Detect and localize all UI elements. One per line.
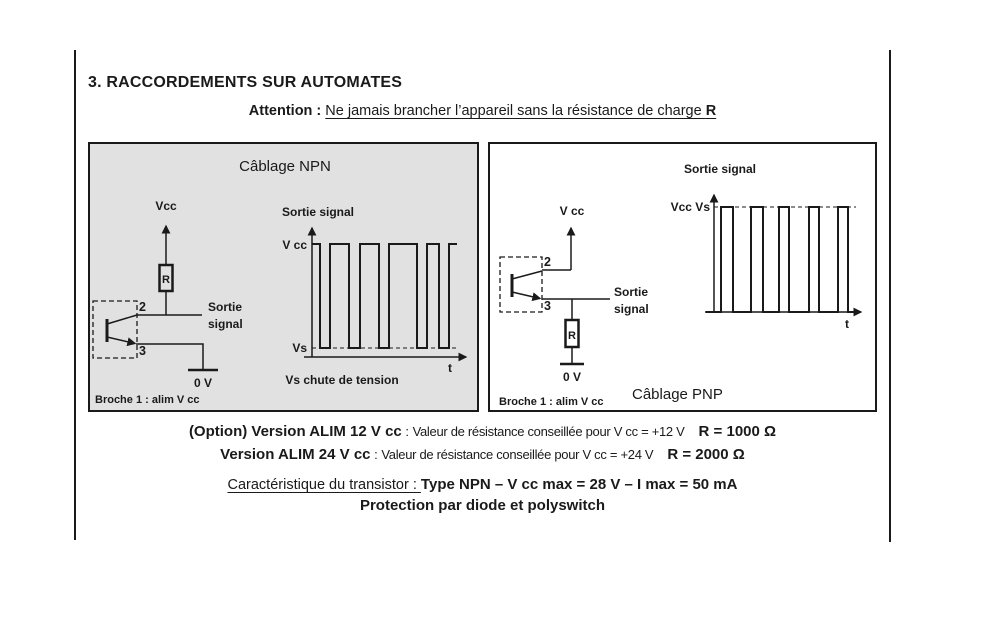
option-12v-bold: (Option) Version ALIM 12 V cc — [188, 423, 402, 440]
pnp-resistor-label: R — [568, 330, 576, 342]
pnp-wave-title: Sortie signal — [683, 162, 757, 176]
npn-wave-vs-label: Vs — [292, 341, 307, 355]
npn-output-label-1: Sortie — [208, 300, 243, 314]
attention-line — [75, 103, 890, 119]
npn-ground-label: 0 V — [193, 376, 213, 390]
npn-wave-vcc-label: V cc — [282, 238, 307, 252]
option-12v-text: Valeur de résistance conseillée pour V cc = +12 V — [412, 424, 685, 439]
npn-diagram — [90, 144, 477, 410]
npn-resistor-label: R — [162, 274, 170, 286]
transistor-characteristic-value: Type NPN – V cc max = 28 V – I max = 50 mA — [420, 476, 738, 493]
attention-label: Attention : — [248, 103, 326, 119]
option-12v-value: R = 1000 Ω — [698, 423, 777, 440]
page-rule-left — [74, 50, 76, 540]
pnp-lower-arrow — [512, 292, 540, 299]
option-12v-line — [75, 423, 890, 441]
page-rule-right — [889, 50, 891, 542]
pnp-upper-line — [512, 271, 542, 279]
pnp-square-wave — [706, 207, 855, 312]
npn-wave-t-label: t — [448, 361, 452, 375]
npn-emitter-arrow — [107, 337, 135, 344]
npn-square-wave — [312, 244, 457, 348]
option-24v-sep: : — [370, 447, 382, 462]
protection-line — [75, 497, 890, 515]
pnp-vcc-label: V cc — [559, 204, 585, 218]
pnp-output-label-2: signal — [614, 302, 649, 316]
pnp-diagram — [490, 144, 875, 410]
pnp-wiring-panel — [488, 142, 877, 412]
option-24v-text: Valeur de résistance conseillée pour V cc = +24 V — [381, 447, 654, 462]
pnp-pin2-label: 2 — [544, 255, 551, 269]
pnp-transistor-dashed-box — [500, 257, 542, 312]
attention-text: Ne jamais brancher l’appareil sans la résistance de charge — [325, 103, 706, 119]
protection-text: Protection par diode et polyswitch — [359, 497, 606, 514]
pnp-pin3-label: 3 — [544, 299, 551, 313]
pnp-wave-t-label: t — [845, 317, 849, 331]
npn-wiring-panel — [88, 142, 479, 412]
pnp-wave-vccvs-label: Vcc Vs — [670, 200, 710, 214]
option-24v-line — [75, 446, 890, 464]
npn-output-label-2: signal — [208, 317, 243, 331]
transistor-characteristic-line — [75, 476, 890, 494]
option-24v-bold: Version ALIM 24 V cc — [220, 446, 371, 463]
pnp-ground-label: 0 V — [562, 370, 582, 384]
option-24v-value: R = 2000 Ω — [667, 446, 745, 463]
option-12v-sep: : — [401, 424, 413, 439]
transistor-characteristic-label: Caractéristique du transistor : — [227, 477, 421, 493]
npn-wave-caption: Vs chute de tension — [285, 373, 399, 387]
attention-r: R — [705, 103, 717, 119]
npn-panel-title: Câblage NPN — [239, 158, 331, 175]
npn-collector-line — [107, 315, 137, 324]
pnp-output-label-1: Sortie — [614, 285, 649, 299]
npn-footer: Broche 1 : alim V cc — [95, 394, 200, 406]
pnp-footer: Broche 1 : alim V cc — [499, 396, 604, 408]
npn-wave-title: Sortie signal — [281, 205, 355, 219]
npn-pin3-label: 3 — [139, 344, 146, 358]
npn-pin2-label: 2 — [139, 300, 146, 314]
section-title: 3. RACCORDEMENTS SUR AUTOMATES — [88, 74, 403, 91]
npn-ground-wire — [136, 344, 203, 370]
pnp-panel-title: Câblage PNP — [632, 386, 723, 403]
npn-transistor-dashed-box — [93, 301, 137, 358]
npn-vcc-label: Vcc — [155, 199, 177, 213]
